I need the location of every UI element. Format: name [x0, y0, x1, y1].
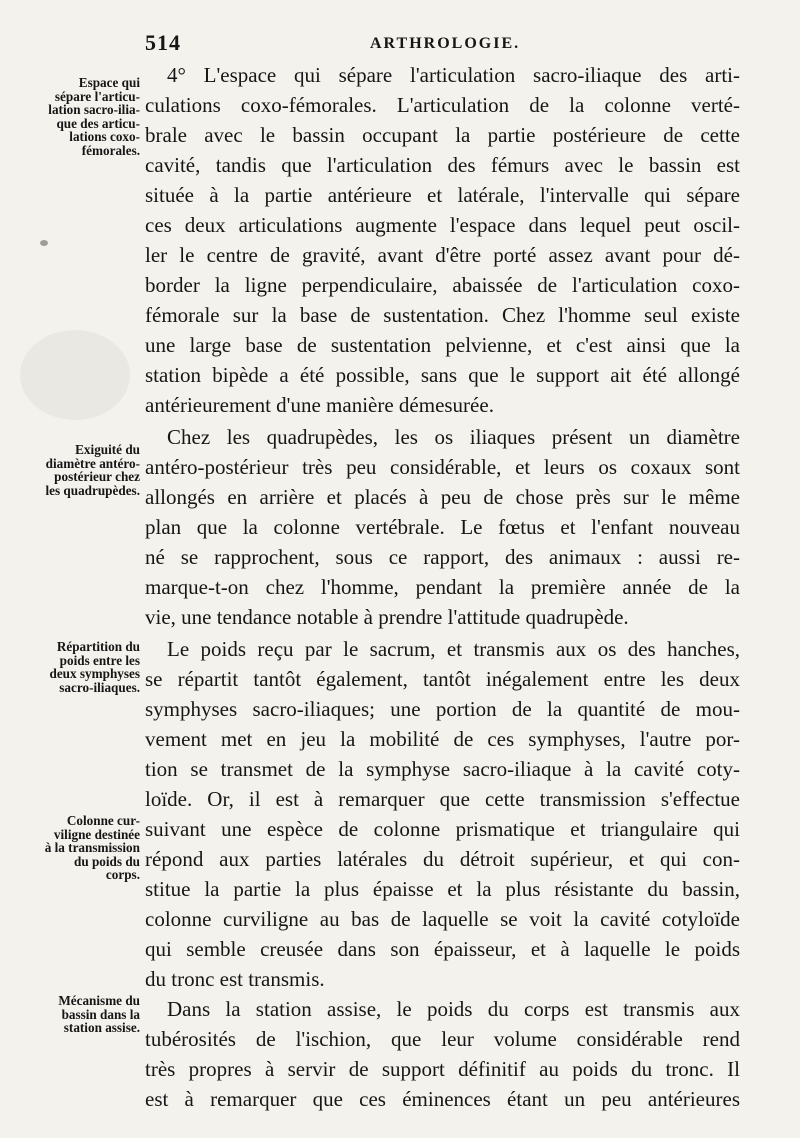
paper-stain — [20, 330, 130, 420]
text-line: suivant une espèce de colonne prismatique et triangulaire qui — [145, 817, 740, 841]
text-line: tion se transmet de la symphyse sacro-iliaque à la cavité coty- — [145, 757, 740, 781]
margin-note-line: station assise. — [63, 1020, 140, 1035]
text-line: vement met en jeu la mobilité de ces symphyses, l'autre por- — [145, 727, 740, 751]
text-line: station bipède a été possible, sans que le support ait été allongé — [145, 363, 740, 387]
margin-note-mecanisme — [16, 994, 140, 1035]
text-line: loïde. Or, il est à remarquer que cette transmission s'effectue — [145, 787, 740, 811]
margin-note-line: fémorales. — [81, 142, 140, 158]
margin-note-line: Exiguité du — [75, 442, 140, 457]
margin-note-line: Répartition du — [56, 639, 140, 654]
text-line: colonne curviligne au bas de laquelle se voit la cavité cotyloïde — [145, 907, 740, 931]
text-line: brale avec le bassin occupant la partie postérieure de cette — [145, 123, 740, 147]
text-line: cavité, tandis que l'articulation des fémurs avec le bassin est — [145, 153, 740, 177]
text-line: ces deux articulations augmente l'espace dans lequel peut oscil- — [145, 213, 740, 237]
margin-note-repartition — [16, 640, 140, 694]
margin-note-line: viligne destinée — [53, 826, 140, 842]
text-line: est à remarquer que ces éminences étant un peu antérieures — [145, 1087, 740, 1111]
text-line: Dans la station assise, le poids du corps est transmis aux — [167, 997, 740, 1021]
margin-note-line: du poids du — [74, 853, 140, 869]
text-line: fémorale sur la base de sustentation. Chez l'homme seul existe — [145, 303, 740, 327]
margin-note-line: que des articu- — [56, 115, 140, 131]
margin-note-line: les quadrupèdes. — [45, 482, 140, 498]
margin-note-line: Mécanisme du — [58, 993, 140, 1008]
text-line: né se rapprochent, sous ce rapport, des animaux : aussi re- — [145, 545, 740, 569]
text-line: qui semble creusée dans son épaisseur, et à laquelle le poids — [145, 937, 740, 961]
text-line: marque-t-on chez l'homme, pendant la première année de la — [145, 575, 740, 599]
text-line: stitue la partie la plus épaisse et la plus résistante du bassin, — [145, 877, 740, 901]
margin-note-line: Colonne cur- — [66, 813, 140, 828]
text-line: vie, une tendance notable à prendre l'attitude quadrupède. — [145, 605, 629, 629]
margin-note-line: lations coxo- — [69, 129, 140, 144]
margin-note-line: poids entre les — [59, 652, 140, 668]
text-line: Le poids reçu par le sacrum, et transmis aux os des hanches, — [167, 637, 740, 661]
margin-note-line: postérieur chez — [54, 469, 140, 484]
margin-note-line: diamètre antéro- — [45, 455, 140, 471]
text-line: tubérosités de l'ischion, que leur volume considérable rend — [145, 1027, 740, 1051]
margin-note-line: deux symphyses — [49, 666, 140, 681]
text-line: antérieurement d'une manière démesurée. — [145, 393, 494, 417]
text-line: symphyses sacro-iliaques; une portion de la quantité de mou- — [145, 697, 740, 721]
text-line: 4° L'espace qui sépare l'articulation sacro-iliaque des arti- — [167, 63, 740, 87]
margin-note-line: sacro-iliaques. — [59, 679, 140, 695]
margin-note-colonne — [16, 814, 140, 882]
text-line: répond aux parties latérales du détroit supérieur, et qui con- — [145, 847, 740, 871]
margin-note-line: bassin dans la — [61, 1006, 140, 1022]
text-line: du tronc est transmis. — [145, 967, 325, 991]
margin-note-espace — [16, 76, 140, 157]
margin-note-line: lation sacro-ilia- — [48, 102, 140, 117]
margin-note-line: sépare l'articu- — [54, 88, 140, 104]
text-line: une large base de sustentation pelvienne, et c'est ainsi que la — [145, 333, 740, 357]
page-header — [145, 30, 745, 60]
margin-note-line: à la transmission — [44, 840, 140, 855]
text-line: très propres à servir de support définitif au poids du tronc. Il — [145, 1057, 740, 1081]
text-line: ler le centre de gravité, avant d'être porté assez avant pour dé- — [145, 243, 740, 267]
text-line: culations coxo-fémorales. L'articulation de la colonne verté- — [145, 93, 740, 117]
text-line: plan que la colonne vertébrale. Le fœtus et l'enfant nouveau — [145, 515, 740, 539]
text-line: se répartit tantôt également, tantôt inégalement entre les deux — [145, 667, 740, 691]
ink-speck — [40, 240, 48, 246]
text-line: border la ligne perpendiculaire, abaissée de l'articulation coxo- — [145, 273, 740, 297]
margin-note-line: Espace qui — [78, 75, 140, 90]
page-number: 514 — [145, 30, 181, 55]
text-line: située à la partie antérieure et latérale, l'intervalle qui sépare — [145, 183, 740, 207]
text-line: Chez les quadrupèdes, les os iliaques présent un diamètre — [167, 425, 740, 449]
text-line: antéro-postérieur très peu considérable, et leurs os coxaux sont — [145, 455, 740, 479]
running-head: ARTHROLOGIE. — [370, 35, 521, 52]
margin-note-line: corps. — [105, 867, 140, 882]
margin-note-exiguite — [16, 443, 140, 497]
text-line: allongés en arrière et placés à peu de chose près sur le même — [145, 485, 740, 509]
